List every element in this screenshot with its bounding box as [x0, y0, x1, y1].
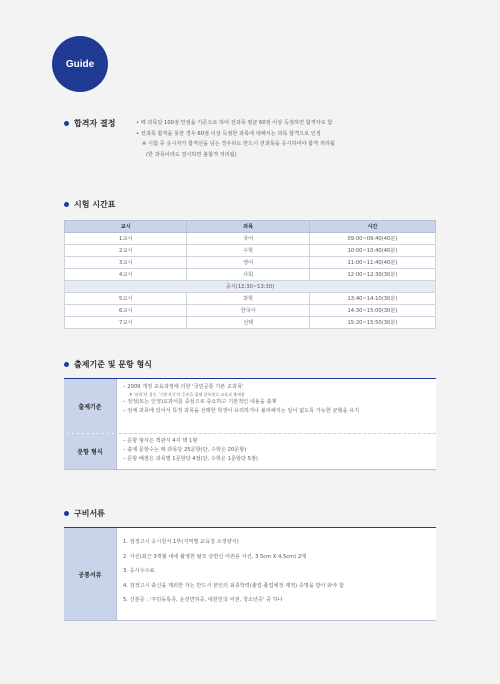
pass-line: (한 과목이라도 결시하면 불합격 처리됨): [146, 151, 237, 158]
documents-body: [117, 528, 436, 620]
pass-line: ※ 시험 중 응시자가 합격선을 넘는 경우라도 반드시 전과목을 응시하여야 합격 처리됨: [142, 141, 335, 147]
basis-head: 출제기준: [64, 379, 117, 433]
table-row: [65, 305, 436, 317]
cell: 11:00~11:40(40분): [309, 257, 435, 269]
section-criteria-title: [64, 359, 152, 370]
cell: 14:30~15:00(30분): [309, 305, 435, 317]
cell: 수학: [187, 245, 309, 257]
format-line: – 문항 배점은 과목별 1문항당 4점(단, 수학은 1문항당 5점): [123, 455, 258, 462]
col-header: 교시: [65, 221, 187, 233]
lunch-cell: 중식(12:30~13:30): [65, 281, 436, 293]
cell: 영어: [187, 257, 309, 269]
documents-head: 공통서류: [64, 528, 117, 620]
cell: 6교시: [65, 305, 187, 317]
basis-note: ※ '과학'의 경우, '기본지식'의 응용을 위해 블록별로 교육과 출제함: [129, 391, 245, 397]
cell: 10:00~10:40(40분): [309, 245, 435, 257]
cell: 1교시: [65, 233, 187, 245]
table-row: [65, 317, 436, 329]
documents-block: [64, 527, 436, 621]
documents-title-text: 구비서류: [74, 509, 105, 518]
document-item: 2. 사진(최근 3개월 내에 촬영한 탈모 상반신 여권용 사진, 3.5cm X 4.5cm) 2매: [123, 553, 307, 560]
bullet-icon: [64, 202, 69, 207]
cell: 선택: [187, 317, 309, 329]
cell: 과학: [187, 293, 309, 305]
document-item: 3. 응시수수료: [123, 568, 155, 575]
cell: 3교시: [65, 257, 187, 269]
table-row: [65, 293, 436, 305]
cell: 4교시: [65, 269, 187, 281]
criteria-title-text: 출제기준 및 문항 형식: [74, 360, 152, 369]
cell: 09:00~09:40(40분): [309, 233, 435, 245]
table-row: [65, 257, 436, 269]
guide-label: Guide: [65, 58, 95, 70]
cell: 15:20~15:50(30분): [309, 317, 435, 329]
format-body: [117, 434, 436, 469]
section-documents-title: [64, 508, 105, 519]
cell: 국어: [187, 233, 309, 245]
schedule-table: [64, 220, 436, 329]
guide-badge: [52, 36, 108, 92]
document-item: 1. 검정고시 응시원서 1부(지역별 교육청 소정양식): [123, 539, 239, 545]
pass-title-text: 합격자 결정: [74, 119, 116, 128]
cell: 사회: [187, 269, 309, 281]
schedule-title-text: 시험 시간표: [74, 200, 116, 209]
table-row: [65, 233, 436, 245]
pass-line: • 전과목 합격을 못한 경우 60점 이상 득점한 과목에 대해서는 과목 합격으로 인정: [136, 130, 321, 137]
col-header: 시간: [309, 221, 435, 233]
bullet-icon: [64, 362, 69, 367]
section-pass-title: [64, 118, 115, 129]
cell: 5교시: [65, 293, 187, 305]
cell: 2교시: [65, 245, 187, 257]
document-item: 5. 신분증 : '주민등록증, 운전면허증, 대한민국 여권, 청소년증' 중 하나: [123, 597, 283, 604]
criteria-block: [64, 378, 436, 470]
format-head: 문항 형식: [64, 434, 117, 469]
bullet-icon: [64, 121, 69, 126]
basis-line: – 검정(또는 인정)교과서를 중심으로 중요하고 기본적인 내용을 출제: [123, 398, 277, 405]
format-row: [64, 433, 436, 469]
basis-body: [117, 379, 436, 433]
pass-rules: [132, 118, 335, 160]
format-line: – 출제 문항수는 매 과목당 25문항(단, 수학은 20문항): [123, 446, 247, 453]
basis-line: – 2009 개정 교육과정에 의한 '국민공통 기본 교과목': [123, 384, 244, 390]
document-item: 4. 검정고시 출신을 제외한 자는 반드시 본인의 최종학력(졸업·졸업예정·제적) 증명을 받아 와야 함: [123, 582, 344, 589]
cell: 13:40~14:10(30분): [309, 293, 435, 305]
lunch-row: [65, 281, 436, 293]
format-line: – 문항 형식은 객관식 4지 택 1형: [123, 438, 198, 444]
basis-line: – 전체 과목에 있어서 특정 과목을 선택한 학생이 유리하거나 불리해지는 일이 없도록 가능한 균형을 유지: [123, 407, 360, 414]
table-header-row: [65, 221, 436, 233]
section-schedule-title: [64, 199, 115, 210]
bullet-icon: [64, 511, 69, 516]
cell: 7교시: [65, 317, 187, 329]
pass-line: • 매 과목당 100점 만점을 기준으로 하여 전과목 평균 60점 이상 득점하면 합격자로 함: [136, 120, 333, 126]
cell: 12:00~12:30(30분): [309, 269, 435, 281]
basis-row: [64, 379, 436, 433]
table-row: [65, 269, 436, 281]
col-header: 과목: [187, 221, 309, 233]
table-row: [65, 245, 436, 257]
cell: 한국사: [187, 305, 309, 317]
